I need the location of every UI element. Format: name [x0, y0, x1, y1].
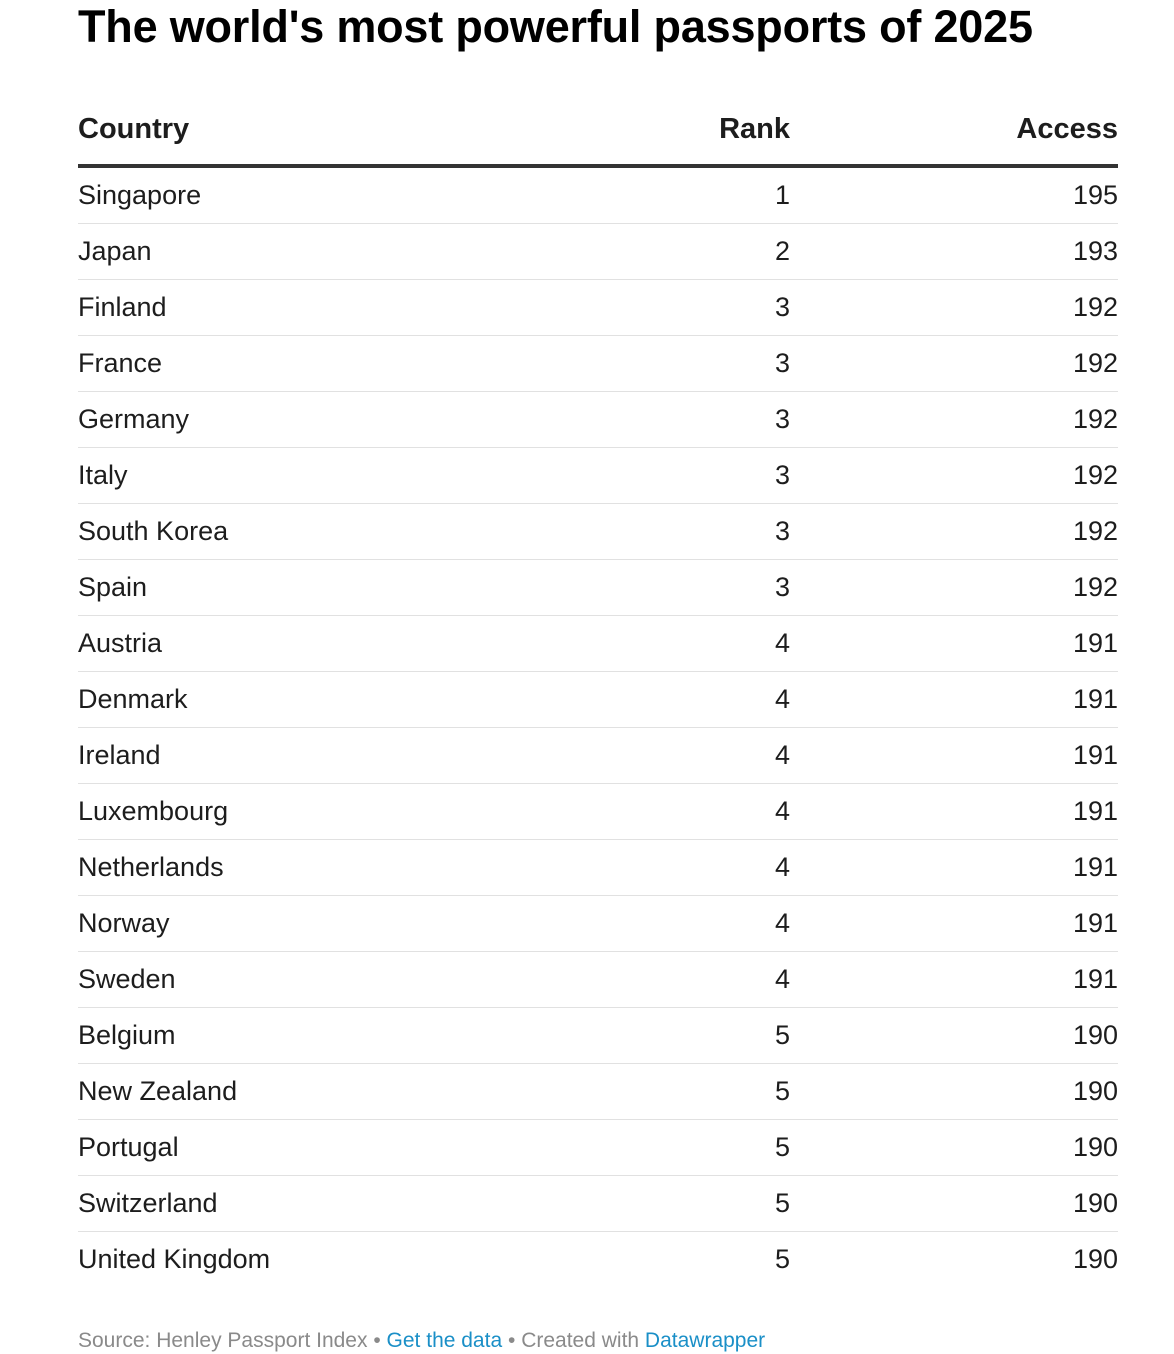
- table-row: [78, 728, 1118, 784]
- cell-country: New Zealand: [78, 1064, 678, 1120]
- cell-access: 191: [790, 896, 1118, 952]
- cell-rank: 5: [678, 1008, 790, 1064]
- cell-access: 191: [790, 784, 1118, 840]
- table-row: [78, 616, 1118, 672]
- cell-rank: 5: [774, 1244, 790, 1274]
- cell-country: Spain: [78, 560, 678, 616]
- table-row: [78, 448, 1118, 504]
- cell-access: 191: [790, 840, 1118, 896]
- source-text: Source: Henley Passport Index: [78, 1329, 368, 1352]
- cell-access: 190: [790, 1120, 1118, 1176]
- cell-country: Sweden: [78, 952, 678, 1008]
- footer-separator: •: [373, 1329, 381, 1352]
- table-row: [78, 560, 1118, 616]
- cell-rank: 2: [678, 224, 790, 280]
- cell-rank: 3: [678, 336, 790, 392]
- cell-rank: 5: [678, 1176, 790, 1232]
- cell-country: United Kingdom: [78, 1244, 271, 1274]
- get-data-link[interactable]: Get the data: [386, 1329, 503, 1352]
- cell-access: 192: [790, 392, 1118, 448]
- cell-rank: 4: [678, 952, 790, 1008]
- cell-country: Switzerland: [78, 1176, 678, 1232]
- table-row: [78, 336, 1118, 392]
- cell-country: Norway: [78, 896, 678, 952]
- cell-access: 192: [790, 504, 1118, 560]
- cell-country: Portugal: [78, 1120, 678, 1176]
- cell-access: 192: [790, 560, 1118, 616]
- cell-rank: 3: [678, 504, 790, 560]
- cell-country: South Korea: [78, 504, 678, 560]
- cell-country: Denmark: [78, 672, 678, 728]
- column-header-rank[interactable]: Rank: [678, 106, 790, 166]
- table-row: [78, 672, 1118, 728]
- cell-rank: 3: [678, 392, 790, 448]
- column-header-access[interactable]: Access: [790, 106, 1118, 166]
- cell-rank: 1: [678, 166, 790, 224]
- table-row: [78, 280, 1118, 336]
- cell-rank: 3: [678, 448, 790, 504]
- cell-rank: 5: [678, 1120, 790, 1176]
- cell-rank: 4: [678, 616, 790, 672]
- cell-rank: 4: [678, 896, 790, 952]
- cell-access: 193: [790, 224, 1118, 280]
- table-row: [78, 1120, 1118, 1176]
- table-row: [78, 166, 1118, 224]
- cell-access: 195: [790, 166, 1118, 224]
- cell-access: 191: [790, 952, 1118, 1008]
- table-row: [78, 224, 1118, 280]
- cell-access: 191: [790, 672, 1118, 728]
- cell-access: 190: [790, 1176, 1118, 1232]
- cell-rank: 3: [678, 560, 790, 616]
- cell-rank: 4: [678, 672, 790, 728]
- cell-country: Finland: [78, 280, 678, 336]
- passport-table: [78, 106, 1118, 1287]
- chart-title: The world's most powerful passports of 2025: [78, 1, 1033, 52]
- table-row: [78, 392, 1118, 448]
- cell-country: Singapore: [78, 166, 678, 224]
- table-row: [78, 952, 1118, 1008]
- cell-country: Luxembourg: [78, 784, 678, 840]
- cell-country: Austria: [78, 616, 678, 672]
- cell-access: 191: [790, 728, 1118, 784]
- cell-access: 190: [790, 1064, 1118, 1120]
- cell-country: Italy: [78, 448, 678, 504]
- chart-container: [78, 0, 1118, 1353]
- cell-access: 190: [1072, 1244, 1118, 1274]
- datawrapper-link[interactable]: Datawrapper: [644, 1329, 766, 1352]
- chart-footer: [78, 1329, 1118, 1353]
- created-with-text: Created with: [521, 1329, 640, 1352]
- table-row: [78, 896, 1118, 952]
- cell-country: Netherlands: [78, 840, 678, 896]
- cell-rank: 4: [678, 840, 790, 896]
- table-row: [78, 1176, 1118, 1232]
- table-row: [78, 1232, 1118, 1288]
- table-row: [78, 1064, 1118, 1120]
- cell-country: Japan: [78, 224, 678, 280]
- cell-access: 192: [790, 448, 1118, 504]
- table-row: [78, 504, 1118, 560]
- cell-country: Belgium: [78, 1008, 678, 1064]
- footer-separator: •: [507, 1329, 516, 1352]
- cell-access: 191: [790, 616, 1118, 672]
- table-body: [78, 166, 1118, 1287]
- cell-rank: 4: [678, 784, 790, 840]
- table-row: [78, 784, 1118, 840]
- table-header-row: [78, 106, 1118, 166]
- cell-country: Germany: [78, 392, 678, 448]
- cell-rank: 3: [678, 280, 790, 336]
- cell-access: 192: [790, 336, 1118, 392]
- cell-access: 192: [790, 280, 1118, 336]
- cell-country: France: [78, 336, 678, 392]
- cell-country: Ireland: [78, 728, 678, 784]
- cell-access: 190: [790, 1008, 1118, 1064]
- column-header-country[interactable]: Country: [78, 106, 678, 166]
- cell-rank: 5: [678, 1064, 790, 1120]
- table-row: [78, 1008, 1118, 1064]
- table-row: [78, 840, 1118, 896]
- cell-rank: 4: [678, 728, 790, 784]
